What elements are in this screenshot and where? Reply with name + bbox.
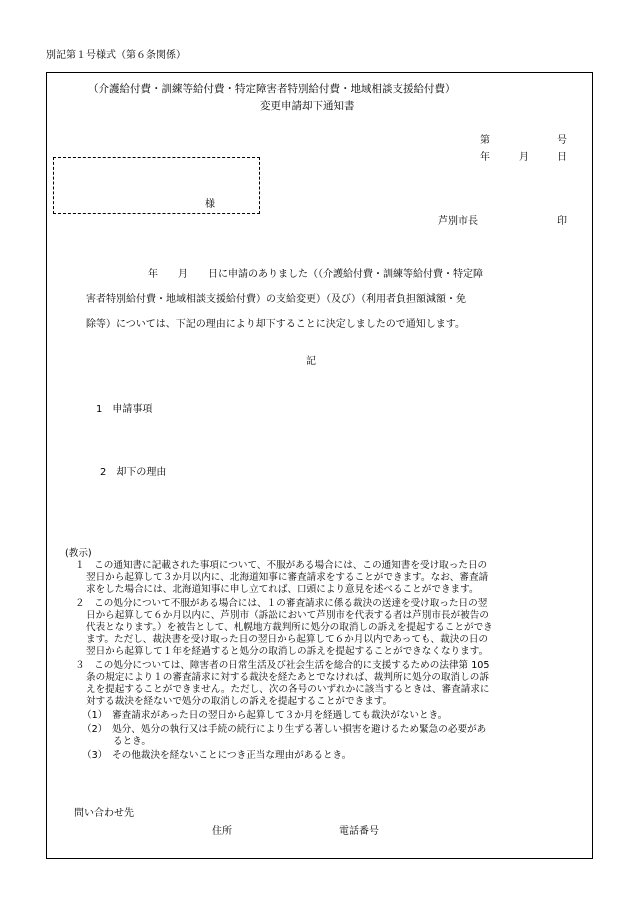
instruction-line: 日から起算して６か月以内に、芦別市（訴訟において芦別市を代表する者は芦別市長が被告の	[86, 610, 489, 621]
instruction-line: （1） 審査請求があった日の翌日から起算して３か月を経過しても裁決がないとき。	[82, 710, 448, 721]
date-day: 日	[557, 152, 567, 163]
body-line-1: 年 月 日に申請のありました（（介護給付費・訓練等給付費・特定障	[148, 269, 483, 280]
date-month: 月	[519, 152, 529, 163]
instruction-line: １ この通知書に記載された事項について、不服がある場合には、この通知書を受け取った日の	[75, 560, 488, 571]
instruction-line: （2） 処分、処分の執行又は手続の続行により生ずる著しい損害を避けるため緊急の必要があ	[82, 724, 487, 735]
contact-address-label: 住所	[212, 826, 232, 837]
instruction-line: えを提起することができません。ただし、次の各号のいずれかに該当するときは、審査請求に	[86, 684, 490, 695]
instruction-line: （3） その他裁決を経ないことにつき正当な理由があるとき。	[82, 750, 352, 761]
doc-number-dai: 第	[480, 135, 490, 146]
instruction-line: 代表となります。）を被告として、札幌地方裁判所に処分の取消しの訴えを提起することができ	[86, 622, 493, 633]
item-rejection-reason: 2 却下の理由	[100, 467, 167, 478]
instruction-line: ます。ただし、裁決書を受け取った日の翌日から起算して６か月以内であっても、裁決の日の	[86, 634, 489, 645]
ki-heading: 記	[306, 356, 316, 367]
instruction-header: (教示)	[65, 548, 92, 559]
date-year: 年	[480, 152, 490, 163]
contact-label: 問い合わせ先	[74, 808, 134, 819]
contact-phone-label: 電話番号	[339, 826, 379, 837]
body-line-3: 除等）については、下記の理由により却下することに決定しましたので通知します。	[86, 319, 465, 330]
body-line-2: 害者特別給付費・地域相談支援給付費）の支給変更）（及び）（利用者負担額減額・免	[86, 294, 466, 305]
document-title: 変更申請却下通知書	[260, 100, 355, 112]
instruction-line: 翌日から起算して３か月以内に、北海道知事に審査請求をすることができます。なお、審査請	[86, 572, 489, 583]
form-label: 別記第１号様式（第６条関係）	[46, 50, 186, 61]
addressee-box	[53, 157, 260, 214]
instruction-line: 対する裁決を経ないで処分の取消しの訴えを提起することができます。	[86, 696, 393, 707]
document-title-line1: （介護給付費・訓練等給付費・特定障害者特別給付費・地域相談支援給付費）	[88, 83, 456, 95]
item-application-matter: 1 申請事項	[96, 404, 153, 415]
instruction-line: ２ この処分について不服がある場合には、１の審査請求に係る裁決の送達を受け取った日の翌	[75, 598, 488, 609]
doc-number-go: 号	[557, 135, 567, 146]
issuer-name: 芦別市長	[438, 216, 478, 227]
seal-mark: 印	[557, 216, 567, 227]
instruction-line: 求をした場合には、北海道知事に申し立てれば、口頭により意見を述べることができます。	[86, 584, 479, 595]
addressee-sama: 様	[205, 199, 215, 210]
instruction-line: ３ この処分については、障害者の日常生活及び社会生活を総合的に支援するための法律第 105	[75, 660, 490, 671]
instruction-line: るとき。	[113, 736, 151, 747]
instruction-line: 翌日から起算して１年を経過すると処分の取消しの訴えを提起することができなくなります。	[86, 646, 489, 657]
instruction-line: 条の規定により１の審査請求に対する裁決を経たあとでなければ、裁判所に処分の取消しの訴	[86, 672, 489, 683]
